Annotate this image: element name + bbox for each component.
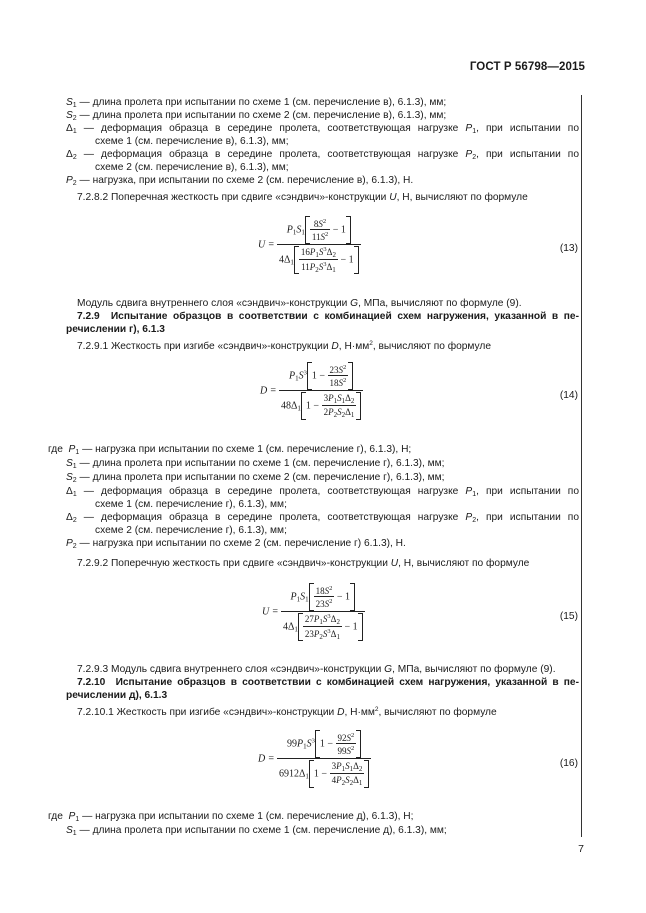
def-d1: $\Delta_1$ — деформация образца в середине пролета, соответствующая нагрузке $P_1$, при испытании по (66, 123, 579, 135)
equation-15: U = $P_1S_1$ $\frac{18S^2}{23S^2}$ − 1 $4\Delta_1$ $\frac{27P_1S^3\Delta_2}{23P_2S^3\Delta_1}$ − 1 (262, 583, 365, 641)
equation-13: U = $P_1S_1$ $\frac{8S^2}{11S^2}$ − 1 $4\Delta_1$ $\frac{16P_1S^3\Delta_2}{11P_2S^3\Delta_1}$ − 1 (258, 216, 361, 274)
modulus-line: Модуль сдвига внутреннего слоя «сэндвич»-конструкции G, МПа, вычисляют по формуле (9). (77, 298, 522, 309)
def3-s1: $S_1$ — длина пролета при испытании по схеме 1 (см. перечисление д), 6.1.3), мм; (66, 825, 447, 837)
def2-d1-cont: схеме 1 (см. перечисление г), 6.1.3), мм; (95, 499, 287, 510)
paragraph-7-2-9-3: 7.2.9.3 Модуль сдвига внутреннего слоя «сэндвич»-конструкции G, МПа, вычисляют по формуле (9). (77, 664, 556, 675)
def2-d2-cont: схеме 2 (см. перечисление г), 6.1.3), мм; (95, 525, 287, 536)
equation-number-13: (13) (559, 243, 578, 254)
section-7-2-10-title: 7.2.10 Испытание образцов в соответствии с комбинацией схем нагружения, указанной в пе- (77, 677, 579, 688)
def-s1: $S_1$ — длина пролета при испытании по схеме 1 (см. перечисление в), 6.1.3), мм; (66, 97, 447, 109)
def2-d2: $\Delta_2$ — деформация образца в середине пролета, соответствующая нагрузке $P_2$, при испытании по (66, 512, 579, 524)
paragraph-7-2-8-2: 7.2.8.2 Поперечная жесткость при сдвиге «сэндвич»-конструкции U, Н, вычисляют по формуле (77, 192, 528, 203)
equation-number-16: (16) (559, 758, 578, 769)
equation-14: D = $P_1S^3$ 1 − $\frac{23S^2}{18S^2}$ $48\Delta_1$ 1 − $\frac{3P_1S_1\Delta_2}{2P_2S_2\Delta_1}$ (260, 362, 363, 420)
def-d1-cont: схеме 1 (см. перечисление в), 6.1.3), мм; (95, 136, 289, 147)
equation-number-15: (15) (559, 611, 578, 622)
section-7-2-10-title-cont: речислении д), 6.1.3 (66, 690, 168, 701)
def2-s1: $S_1$ — длина пролета при испытании по схеме 1 (см. перечисление г), 6.1.3), мм; (66, 458, 445, 470)
def-s2: $S_2$ — длина пролета при испытании по схеме 2 (см. перечисление в), 6.1.3), мм; (66, 110, 447, 122)
margin-rule (581, 95, 582, 837)
document-code: ГОСТ Р 56798—2015 (469, 61, 585, 73)
def3-p1: где $P_1$ — нагрузка при испытании по схеме 1 (см. перечисление д), 6.1.3), Н; (48, 811, 414, 823)
page-number: 7 (578, 843, 584, 855)
equation-number-14: (14) (559, 390, 578, 401)
section-7-2-9-title-cont: речислении г), 6.1.3 (66, 324, 165, 335)
paragraph-7-2-9-2: 7.2.9.2 Поперечную жесткость при сдвиге «сэндвич»-конструкции U, Н, вычисляют по формуле (77, 558, 530, 569)
equation-16: D = $99P_1S^3$ 1 − $\frac{92S^2}{99S^2}$ $6912\Delta_1$ 1 − $\frac{3P_1S_1\Delta_2}{4P_2S_2\Delta_1}$ (258, 730, 371, 788)
def-d2: $\Delta_2$ — деформация образца в середине пролета, соответствующая нагрузке $P_2$, при испытании по (66, 149, 579, 161)
def2-p2: $P_2$ — нагрузка при испытании по схеме 2 (см. перечисление г) 6.1.3), Н. (66, 538, 406, 550)
section-7-2-9-title: 7.2.9 Испытание образцов в соответствии с комбинацией схем нагружения, указанной в пе- (77, 311, 579, 322)
def2-s2: $S_2$ — длина пролета при испытании по схеме 2 (см. перечисление г), 6.1.3), мм; (66, 472, 445, 484)
paragraph-7-2-10-1: 7.2.10.1 Жесткость при изгибе «сэндвич»-конструкции D, $Н\cdot мм^2$, вычисляют по формуле (77, 706, 497, 718)
def2-p1: где $P_1$ — нагрузка при испытании по схеме 1 (см. перечисление г), 6.1.3), Н; (48, 444, 412, 456)
paragraph-7-2-9-1: 7.2.9.1 Жесткость при изгибе «сэндвич»-конструкции D, $Н\cdot мм^2$, вычисляют по формуле (77, 340, 492, 352)
def-p2: $P_2$ — нагрузка, при испытании по схеме 2 (см. перечисление в), 6.1.3), Н. (66, 175, 414, 187)
def-d2-cont: схеме 2 (см. перечисление в), 6.1.3), мм; (95, 162, 289, 173)
def2-d1: $\Delta_1$ — деформация образца в середине пролета, соответствующая нагрузке $P_1$, при испытании по (66, 486, 579, 498)
